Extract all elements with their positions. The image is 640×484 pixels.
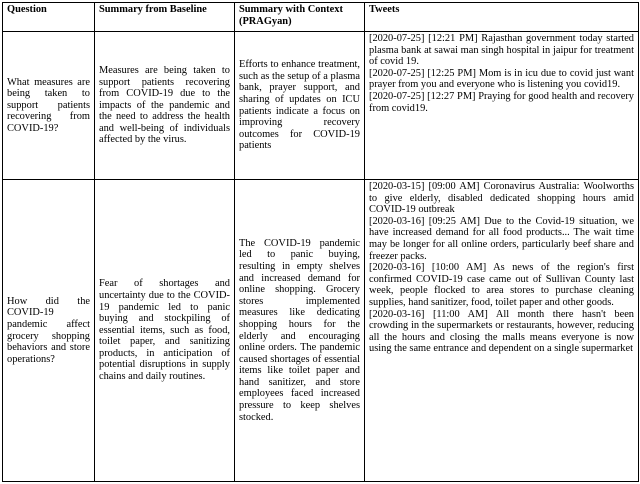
tweets-cell (365, 32, 639, 180)
context-summary-cell: The COVID-19 pandemic led to panic buying, resulting in empty shelves and increased demand for online shopping. Grocery stores implemented measures like dedicating shopping hours for the elderly and encouraging online orders. The pandemic caused shortages of essential items like toilet paper and hand sanitizer, and store employees faced increased pressure to keep shelves stocked. (235, 180, 365, 482)
context-summary-cell: Efforts to enhance treatment, such as the setup of a plasma bank, prayer support, and sharing of updates on ICU patients indicate a focus on improving recovery outcomes for COVID-19 patients (235, 32, 365, 180)
tweets-cell (365, 180, 639, 482)
tweet: [2020-07-25] [12:27 PM] Praying for good health and recovery from covid19. (369, 90, 634, 114)
header-question: Question (3, 3, 95, 32)
tweet: [2020-07-25] [12:25 PM] Mom is in icu due to covid just want prayer from you and everyone who is listening you covid19. (369, 67, 634, 91)
header-baseline: Summary from Baseline (95, 3, 235, 32)
tweet: [2020-03-15] [09:00 AM] Coronavirus Australia: Woolworths to give elderly, disabled dedicated shopping hours amid COVID-19 outbreak (369, 181, 634, 216)
question-cell: What measures are being taken to support patients recovering from COVID-19? (3, 32, 95, 180)
header-tweets: Tweets (365, 3, 639, 32)
comparison-table (2, 2, 639, 482)
question-cell: How did the COVID-19 pandemic affect grocery shopping behaviors and store operations? (3, 180, 95, 482)
baseline-summary-cell: Measures are being taken to support patients recovering from COVID-19 due to the impacts of the pandemic and the need to address the health and well-being of individuals affected by the virus. (95, 32, 235, 180)
header-row (3, 3, 639, 32)
tweet: [2020-03-16] [10:00 AM] As news of the region's first confirmed COVID-19 case came out of Sullivan County last week, people flocked to area stores to purchase cleaning supplies, hand sanitizer, food, toilet paper and other goods. (369, 262, 634, 308)
table-row (3, 180, 639, 482)
table-row (3, 32, 639, 180)
tweet: [2020-03-16] [11:00 AM] All month there hasn't been crowding in the supermarkets or restaurants, however, reducing all the hours and closing the malls means everyone is now using the same entrance and dependent on a single supermarket (369, 308, 634, 355)
baseline-summary-cell: Fear of shortages and uncertainty due to the COVID-19 pandemic led to panic buying and stockpiling of essential items, such as food, toilet paper, and sanitizing products, in anticipation of potential disruptions in supply chains and daily routines. (95, 180, 235, 482)
header-context: Summary with Context (PRAGyan) (235, 3, 365, 32)
tweet: [2020-07-25] [12:21 PM] Rajasthan government today started plasma bank at sawai man singh hospital in jaipur for treatment of covid 19. (369, 33, 634, 68)
tweet: [2020-03-16] [09:25 AM] Due to the Covid-19 situation, we have increased demand for all food products... The wait time may be longer for all online orders, particularly beef share and freezer packs. (369, 215, 634, 262)
